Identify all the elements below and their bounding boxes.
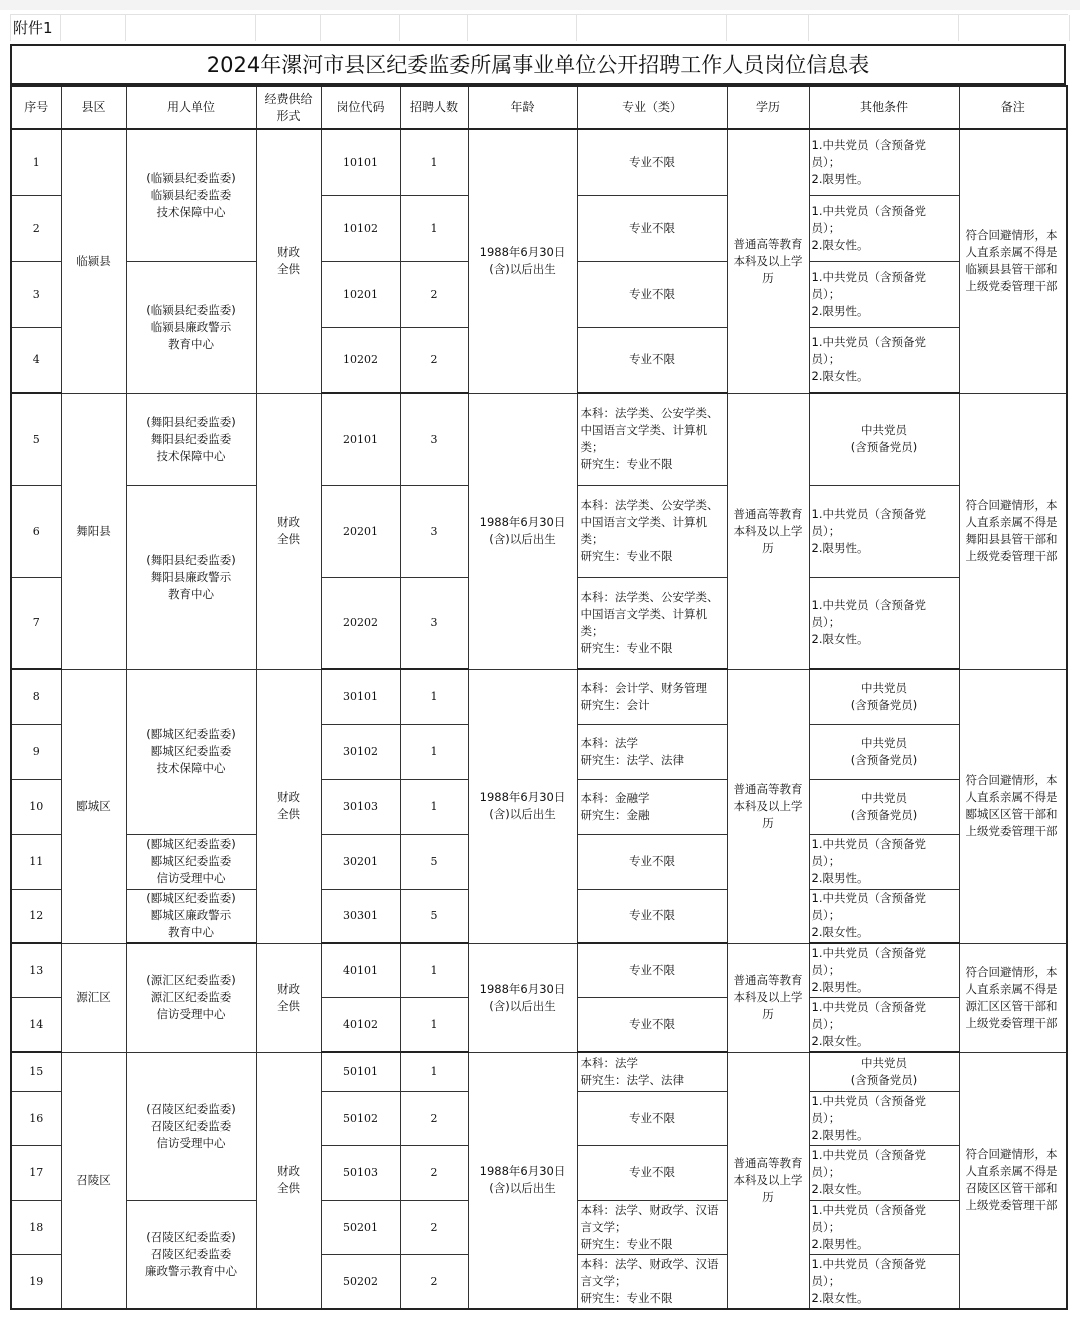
position-code-cell: 30102 bbox=[321, 724, 400, 779]
hire-count-cell: 2 bbox=[400, 1200, 468, 1254]
condition-line: 2.限男性。 bbox=[811, 871, 869, 885]
major-line: 研究生：专业不限 bbox=[580, 1290, 673, 1305]
funding-text: 财政全供 bbox=[277, 245, 300, 277]
major-line: 本科：法学、财政学、汉语 bbox=[580, 1202, 719, 1217]
seq-cell: 9 bbox=[11, 724, 61, 779]
remark-cell bbox=[959, 1052, 1067, 1309]
condition-line: 2.限男性。 bbox=[811, 171, 869, 186]
major-line: 类； bbox=[580, 623, 604, 638]
major-line: 本科：法学 bbox=[580, 1055, 638, 1070]
major-line: 专业不限 bbox=[629, 908, 675, 923]
major-line: 研究生：法学、法律 bbox=[580, 1072, 684, 1087]
column-header: 经费供给形式 bbox=[256, 86, 321, 129]
major-line: 研究生：法学、法律 bbox=[580, 752, 684, 767]
employer-unit-line: 郾城区纪委监委 bbox=[150, 744, 232, 758]
age-requirement-cell bbox=[468, 943, 577, 1052]
major-cell bbox=[577, 1145, 727, 1200]
employer-unit-line: 召陵区纪委监委 bbox=[150, 1118, 232, 1133]
major-line: 研究生：会计 bbox=[580, 697, 650, 712]
condition-line: 员）； bbox=[811, 962, 841, 977]
employer-unit-cell bbox=[126, 129, 256, 261]
position-code-cell: 50103 bbox=[321, 1145, 400, 1200]
major-line: 研究生：专业不限 bbox=[580, 549, 673, 563]
major-line: 专业不限 bbox=[629, 1110, 675, 1125]
condition-line: 2.限女性。 bbox=[811, 1182, 869, 1196]
condition-line: 1.中共党员（含预备党 bbox=[811, 837, 926, 851]
condition-line: 1.中共党员（含预备党 bbox=[811, 1093, 926, 1108]
employer-unit-line: (召陵区纪委监委) bbox=[146, 1101, 236, 1116]
position-code-cell: 50102 bbox=[321, 1091, 400, 1145]
major-cell bbox=[577, 393, 727, 485]
other-conditions-cell bbox=[809, 889, 959, 943]
major-cell bbox=[577, 1052, 727, 1091]
employer-unit-line: (郾城区纪委监委) bbox=[146, 837, 236, 851]
major-line: 中国语言文学类、计算机 bbox=[580, 515, 707, 529]
employer-unit-line: 廉政警示教育中心 bbox=[145, 1263, 237, 1278]
age-requirement-text: 1988年6月30日(含)以后出生 bbox=[479, 790, 566, 821]
position-code-cell: 30201 bbox=[321, 834, 400, 889]
condition-line: 1.中共党员（含预备党 bbox=[811, 598, 926, 613]
condition-line: 员）； bbox=[811, 220, 841, 235]
employer-unit-cell bbox=[126, 834, 256, 889]
hire-count-cell: 3 bbox=[400, 393, 468, 485]
other-conditions-cell bbox=[809, 834, 959, 889]
seq-cell: 3 bbox=[11, 261, 61, 327]
major-line: 本科：金融学 bbox=[580, 790, 650, 805]
condition-line: 中共党员 bbox=[861, 1055, 907, 1070]
seq-cell: 13 bbox=[11, 943, 61, 997]
other-conditions-cell bbox=[809, 393, 959, 485]
major-cell bbox=[577, 889, 727, 943]
position-code-cell: 50201 bbox=[321, 1200, 400, 1254]
major-cell bbox=[577, 195, 727, 261]
position-code-cell: 30103 bbox=[321, 779, 400, 834]
age-requirement-text: 1988年6月30日(含)以后出生 bbox=[479, 981, 566, 1013]
major-line: 专业不限 bbox=[629, 220, 675, 235]
major-line: 专业不限 bbox=[629, 286, 675, 301]
employer-unit-line: 技术保障中心 bbox=[156, 761, 226, 775]
position-code-cell: 10102 bbox=[321, 195, 400, 261]
remark-text: 符合回避情形，本人直系亲属不得是源汇区区管干部和上级党委管理干部 bbox=[965, 964, 1058, 1030]
other-conditions-cell bbox=[809, 195, 959, 261]
education-text: 普通高等教育本科及以上学历 bbox=[733, 973, 803, 1021]
hire-count-cell: 1 bbox=[400, 195, 468, 261]
major-cell bbox=[577, 261, 727, 327]
condition-line: 员）； bbox=[811, 908, 841, 923]
major-line: 研究生：专业不限 bbox=[580, 1236, 673, 1251]
seq-cell: 11 bbox=[11, 834, 61, 889]
employer-unit-line: 教育中心 bbox=[168, 586, 214, 601]
major-cell bbox=[577, 1091, 727, 1145]
major-cell bbox=[577, 997, 727, 1052]
condition-line: 1.中共党员（含预备党 bbox=[811, 203, 926, 218]
county-cell: 郾城区 bbox=[61, 669, 126, 943]
condition-line: 员）； bbox=[811, 854, 841, 868]
employer-unit-line: 临颍县廉政警示 bbox=[150, 319, 232, 334]
major-line: 类； bbox=[580, 440, 604, 455]
employer-unit-line: 召陵区纪委监委 bbox=[150, 1246, 232, 1261]
other-conditions-cell bbox=[809, 577, 959, 669]
age-requirement-text: 1988年6月30日(含)以后出生 bbox=[479, 245, 566, 277]
county-cell: 舞阳县 bbox=[61, 393, 126, 669]
remark-cell bbox=[959, 669, 1067, 943]
column-header: 序号 bbox=[11, 86, 61, 129]
major-line: 专业不限 bbox=[629, 962, 675, 977]
seq-cell: 1 bbox=[11, 129, 61, 195]
employer-unit-line: 教育中心 bbox=[168, 336, 214, 351]
employer-unit-line: 技术保障中心 bbox=[156, 204, 226, 219]
column-header: 县区 bbox=[61, 86, 126, 129]
hire-count-cell: 1 bbox=[400, 129, 468, 195]
hire-count-cell: 3 bbox=[400, 485, 468, 577]
age-requirement-cell bbox=[468, 669, 577, 943]
hire-count-cell: 2 bbox=[400, 1145, 468, 1200]
condition-line: (含预备党员) bbox=[850, 697, 918, 712]
condition-line: 员）； bbox=[811, 1110, 841, 1125]
major-cell bbox=[577, 669, 727, 724]
condition-line: 员）； bbox=[811, 286, 841, 301]
employer-unit-line: 教育中心 bbox=[168, 925, 214, 940]
hire-count-cell: 5 bbox=[400, 889, 468, 943]
employer-unit-line: 信访受理中心 bbox=[156, 1007, 226, 1022]
other-conditions-cell bbox=[809, 261, 959, 327]
employer-unit-line: (临颍县纪委监委) bbox=[146, 302, 236, 317]
position-code-cell: 20101 bbox=[321, 393, 400, 485]
major-cell bbox=[577, 724, 727, 779]
hire-count-cell: 1 bbox=[400, 943, 468, 997]
remark-cell bbox=[959, 129, 1067, 393]
age-requirement-cell bbox=[468, 129, 577, 393]
education-text: 普通高等教育本科及以上学历 bbox=[733, 1155, 803, 1204]
education-cell bbox=[727, 669, 809, 943]
seq-cell: 7 bbox=[11, 577, 61, 669]
attachment-label: 附件1 bbox=[13, 19, 53, 37]
major-cell bbox=[577, 779, 727, 834]
employer-unit-line: (源汇区纪委监委) bbox=[146, 973, 236, 988]
other-conditions-cell bbox=[809, 724, 959, 779]
other-conditions-cell bbox=[809, 1052, 959, 1091]
employer-unit-line: (临颍县纪委监委) bbox=[146, 170, 236, 185]
condition-line: (含预备党员) bbox=[850, 752, 918, 767]
employer-unit-line: 郾城区廉政警示 bbox=[150, 908, 232, 923]
condition-line: 员）； bbox=[811, 523, 841, 538]
seq-cell: 14 bbox=[11, 997, 61, 1052]
major-line: 类； bbox=[580, 532, 604, 546]
employer-unit-cell bbox=[126, 485, 256, 669]
other-conditions-cell bbox=[809, 669, 959, 724]
column-header: 招聘人数 bbox=[400, 86, 468, 129]
education-cell bbox=[727, 1052, 809, 1309]
position-code-cell: 30301 bbox=[321, 889, 400, 943]
seq-cell: 5 bbox=[11, 393, 61, 485]
condition-line: 2.限女性。 bbox=[811, 1033, 869, 1048]
position-code-cell: 10201 bbox=[321, 261, 400, 327]
employer-unit-cell bbox=[126, 1052, 256, 1200]
hire-count-cell: 2 bbox=[400, 1091, 468, 1145]
major-cell bbox=[577, 943, 727, 997]
major-line: 专业不限 bbox=[629, 1016, 675, 1031]
major-line: 本科：法学类、公安学类、 bbox=[580, 498, 719, 512]
condition-line: 1.中共党员（含预备党 bbox=[811, 335, 926, 350]
condition-line: 1.中共党员（含预备党 bbox=[811, 1148, 926, 1162]
remark-text: 符合回避情形，本人直系亲属不得是郾城区区管干部和上级党委管理干部 bbox=[965, 773, 1058, 838]
condition-line: 2.限女性。 bbox=[811, 369, 869, 384]
seq-cell: 19 bbox=[11, 1254, 61, 1309]
hire-count-cell: 1 bbox=[400, 724, 468, 779]
major-line: 研究生：专业不限 bbox=[580, 640, 673, 655]
column-header: 岗位代码 bbox=[321, 86, 400, 129]
major-cell bbox=[577, 1254, 727, 1309]
condition-line: 中共党员 bbox=[861, 790, 907, 805]
funding-cell bbox=[256, 669, 321, 943]
county-cell: 临颍县 bbox=[61, 129, 126, 393]
funding-text: 财政全供 bbox=[277, 515, 300, 546]
employer-unit-line: 信访受理中心 bbox=[156, 1135, 226, 1150]
major-line: 本科：法学、财政学、汉语 bbox=[580, 1256, 719, 1271]
major-cell bbox=[577, 129, 727, 195]
seq-cell: 17 bbox=[11, 1145, 61, 1200]
major-line: 专业不限 bbox=[629, 154, 675, 169]
hire-count-cell: 2 bbox=[400, 327, 468, 393]
employer-unit-cell bbox=[126, 943, 256, 1052]
funding-cell bbox=[256, 129, 321, 393]
seq-cell: 18 bbox=[11, 1200, 61, 1254]
position-code-cell: 20201 bbox=[321, 485, 400, 577]
education-cell bbox=[727, 393, 809, 669]
employer-unit-cell bbox=[126, 669, 256, 834]
column-header: 备注 bbox=[959, 86, 1067, 129]
major-cell bbox=[577, 485, 727, 577]
condition-line: 员）； bbox=[811, 1016, 841, 1031]
table-row bbox=[11, 943, 1067, 997]
condition-line: 1.中共党员（含预备党 bbox=[811, 506, 926, 521]
funding-cell bbox=[256, 943, 321, 1052]
condition-line: (含预备党员) bbox=[850, 807, 918, 822]
column-header: 专业（类） bbox=[577, 86, 727, 129]
table-row bbox=[11, 1052, 1067, 1091]
major-line: 言文学； bbox=[580, 1273, 627, 1288]
other-conditions-cell bbox=[809, 779, 959, 834]
top-strip bbox=[0, 0, 1080, 10]
county-cell: 召陵区 bbox=[61, 1052, 126, 1309]
condition-line: 中共党员 bbox=[861, 680, 907, 695]
position-code-cell: 20202 bbox=[321, 577, 400, 669]
condition-line: 1.中共党员（含预备党 bbox=[811, 137, 926, 152]
funding-text: 财政全供 bbox=[277, 981, 300, 1013]
column-header: 其他条件 bbox=[809, 86, 959, 129]
hire-count-cell: 5 bbox=[400, 834, 468, 889]
employer-unit-line: (舞阳县纪委监委) bbox=[146, 414, 236, 429]
major-line: 中国语言文学类、计算机 bbox=[580, 423, 707, 438]
recruitment-table bbox=[10, 85, 1068, 1310]
other-conditions-cell bbox=[809, 997, 959, 1052]
condition-line: 中共党员 bbox=[861, 423, 907, 438]
other-conditions-cell bbox=[809, 327, 959, 393]
employer-unit-line: 源汇区纪委监委 bbox=[150, 990, 232, 1005]
age-requirement-cell bbox=[468, 1052, 577, 1309]
seq-cell: 6 bbox=[11, 485, 61, 577]
seq-cell: 8 bbox=[11, 669, 61, 724]
spreadsheet-ruler bbox=[10, 14, 1068, 41]
seq-cell: 4 bbox=[11, 327, 61, 393]
employer-unit-line: 舞阳县纪委监委 bbox=[150, 431, 232, 446]
hire-count-cell: 1 bbox=[400, 997, 468, 1052]
employer-unit-line: (郾城区纪委监委) bbox=[146, 727, 236, 741]
position-code-cell: 40101 bbox=[321, 943, 400, 997]
condition-line: 员）； bbox=[811, 1165, 841, 1179]
other-conditions-cell bbox=[809, 129, 959, 195]
position-code-cell: 30101 bbox=[321, 669, 400, 724]
major-line: 本科：法学 bbox=[580, 735, 638, 750]
other-conditions-cell bbox=[809, 485, 959, 577]
remark-text: 符合回避情形，本人直系亲属不得是召陵区区管干部和上级党委管理干部 bbox=[965, 1147, 1058, 1213]
remark-text: 符合回避情形，本人直系亲属不得是临颍县县管干部和上级党委管理干部 bbox=[965, 228, 1058, 294]
condition-line: 2.限男性。 bbox=[811, 303, 869, 318]
condition-line: 2.限女性。 bbox=[811, 1290, 869, 1305]
table-title: 2024年漯河市县区纪委监委所属事业单位公开招聘工作人员岗位信息表 bbox=[10, 44, 1066, 85]
table-header-row bbox=[11, 86, 1067, 129]
education-text: 普通高等教育本科及以上学历 bbox=[733, 781, 803, 830]
condition-line: 1.中共党员（含预备党 bbox=[811, 1202, 926, 1217]
position-code-cell: 10101 bbox=[321, 129, 400, 195]
major-cell bbox=[577, 327, 727, 393]
funding-cell bbox=[256, 393, 321, 669]
position-code-cell: 40102 bbox=[321, 997, 400, 1052]
condition-line: 2.限男性。 bbox=[811, 540, 869, 555]
table-row bbox=[11, 393, 1067, 485]
column-header: 用人单位 bbox=[126, 86, 256, 129]
position-code-cell: 50202 bbox=[321, 1254, 400, 1309]
other-conditions-cell bbox=[809, 943, 959, 997]
employer-unit-cell bbox=[126, 393, 256, 485]
education-text: 普通高等教育本科及以上学历 bbox=[733, 506, 803, 555]
condition-line: 中共党员 bbox=[861, 735, 907, 750]
major-line: 研究生：金融 bbox=[580, 807, 650, 822]
condition-line: 1.中共党员（含预备党 bbox=[811, 269, 926, 284]
county-cell: 源汇区 bbox=[61, 943, 126, 1052]
column-header: 年龄 bbox=[468, 86, 577, 129]
table-body bbox=[11, 86, 1067, 1309]
employer-unit-cell bbox=[126, 889, 256, 943]
age-requirement-text: 1988年6月30日(含)以后出生 bbox=[479, 515, 566, 546]
major-line: 本科：法学类、公安学类、 bbox=[580, 406, 719, 421]
seq-cell: 16 bbox=[11, 1091, 61, 1145]
age-requirement-text: 1988年6月30日(含)以后出生 bbox=[479, 1164, 566, 1196]
other-conditions-cell bbox=[809, 1254, 959, 1309]
major-line: 本科：法学类、公安学类、 bbox=[580, 589, 719, 604]
condition-line: 2.限男性。 bbox=[811, 1236, 869, 1251]
major-line: 本科：会计学、财务管理 bbox=[580, 680, 707, 695]
employer-unit-line: 舞阳县廉政警示 bbox=[150, 569, 232, 584]
seq-cell: 12 bbox=[11, 889, 61, 943]
condition-line: 员）； bbox=[811, 352, 841, 367]
hire-count-cell: 1 bbox=[400, 669, 468, 724]
condition-line: 2.限女性。 bbox=[811, 632, 869, 647]
condition-line: 1.中共党员（含预备党 bbox=[811, 999, 926, 1014]
employer-unit-line: 信访受理中心 bbox=[156, 871, 226, 885]
condition-line: 员）； bbox=[811, 615, 841, 630]
other-conditions-cell bbox=[809, 1200, 959, 1254]
employer-unit-cell bbox=[126, 261, 256, 393]
major-cell bbox=[577, 834, 727, 889]
condition-line: 1.中共党员（含预备党 bbox=[811, 1256, 926, 1271]
seq-cell: 10 bbox=[11, 779, 61, 834]
other-conditions-cell bbox=[809, 1091, 959, 1145]
condition-line: (含预备党员) bbox=[850, 440, 918, 455]
column-header: 学历 bbox=[727, 86, 809, 129]
hire-count-cell: 2 bbox=[400, 261, 468, 327]
condition-line: (含预备党员) bbox=[850, 1072, 918, 1087]
position-code-cell: 50101 bbox=[321, 1052, 400, 1091]
major-line: 言文学； bbox=[580, 1219, 627, 1234]
employer-unit-line: (舞阳县纪委监委) bbox=[146, 552, 236, 567]
employer-unit-cell bbox=[126, 1200, 256, 1309]
funding-text: 财政全供 bbox=[277, 790, 300, 821]
table-row bbox=[11, 669, 1067, 724]
employer-unit-line: 技术保障中心 bbox=[156, 448, 226, 463]
age-requirement-cell bbox=[468, 393, 577, 669]
seq-cell: 15 bbox=[11, 1052, 61, 1091]
major-line: 中国语言文学类、计算机 bbox=[580, 606, 707, 621]
condition-line: 2.限女性。 bbox=[811, 925, 869, 940]
education-cell bbox=[727, 943, 809, 1052]
major-cell bbox=[577, 1200, 727, 1254]
remark-cell bbox=[959, 393, 1067, 669]
major-line: 专业不限 bbox=[629, 352, 675, 367]
major-line: 专业不限 bbox=[629, 1165, 675, 1179]
condition-line: 员）； bbox=[811, 154, 841, 169]
education-cell bbox=[727, 129, 809, 393]
education-text: 普通高等教育本科及以上学历 bbox=[733, 236, 803, 285]
employer-unit-line: (郾城区纪委监委) bbox=[146, 891, 236, 906]
table-row bbox=[11, 129, 1067, 195]
major-cell bbox=[577, 577, 727, 669]
hire-count-cell: 1 bbox=[400, 779, 468, 834]
condition-line: 员）； bbox=[811, 1219, 841, 1234]
funding-cell bbox=[256, 1052, 321, 1309]
hire-count-cell: 1 bbox=[400, 1052, 468, 1091]
employer-unit-line: 郾城区纪委监委 bbox=[150, 854, 232, 868]
hire-count-cell: 3 bbox=[400, 577, 468, 669]
major-line: 专业不限 bbox=[629, 854, 675, 868]
seq-cell: 2 bbox=[11, 195, 61, 261]
position-code-cell: 10202 bbox=[321, 327, 400, 393]
major-line: 研究生：专业不限 bbox=[580, 457, 673, 472]
employer-unit-line: (召陵区纪委监委) bbox=[146, 1229, 236, 1244]
condition-line: 员）； bbox=[811, 1273, 841, 1288]
hire-count-cell: 2 bbox=[400, 1254, 468, 1309]
condition-line: 1.中共党员（含预备党 bbox=[811, 945, 926, 960]
other-conditions-cell bbox=[809, 1145, 959, 1200]
condition-line: 2.限男性。 bbox=[811, 1127, 869, 1142]
funding-text: 财政全供 bbox=[277, 1164, 300, 1196]
remark-text: 符合回避情形，本人直系亲属不得是舞阳县县管干部和上级党委管理干部 bbox=[965, 498, 1058, 563]
employer-unit-line: 临颍县纪委监委 bbox=[150, 187, 232, 202]
condition-line: 1.中共党员（含预备党 bbox=[811, 891, 926, 906]
condition-line: 2.限女性。 bbox=[811, 237, 869, 252]
condition-line: 2.限男性。 bbox=[811, 979, 869, 994]
remark-cell bbox=[959, 943, 1067, 1052]
